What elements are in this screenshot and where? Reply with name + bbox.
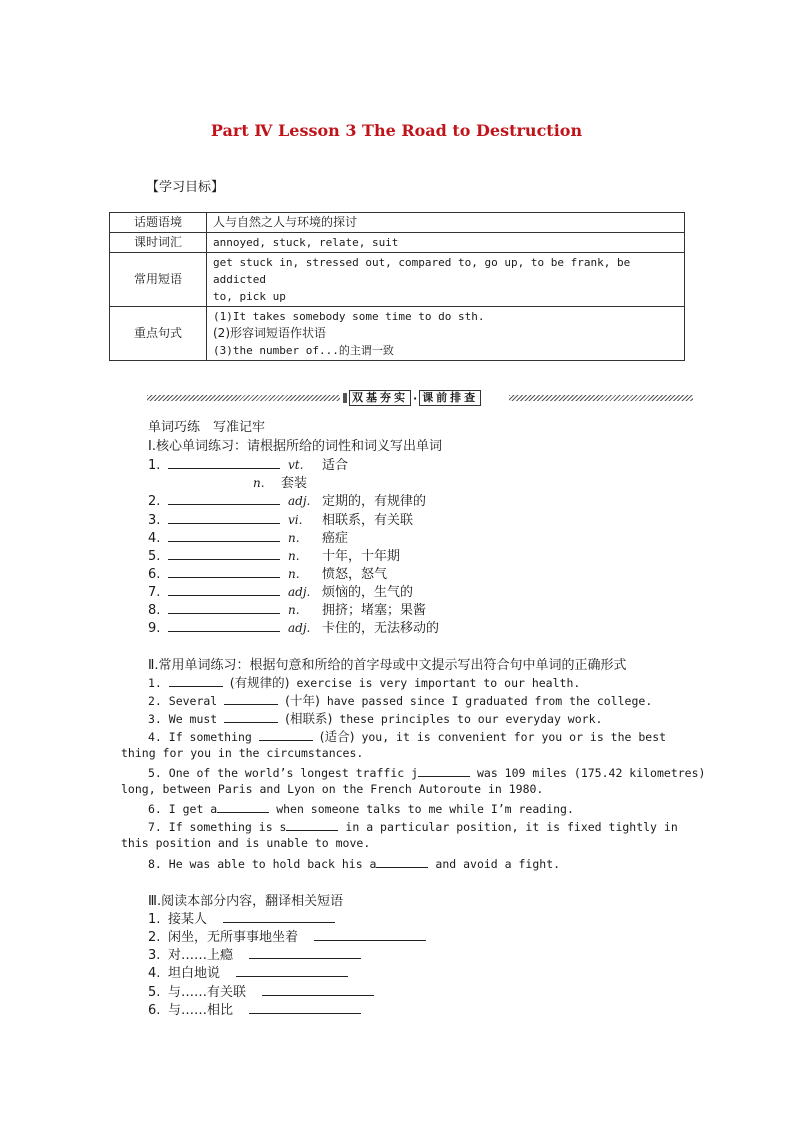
answer-blank[interactable] <box>249 1001 361 1014</box>
phrase-text: 与……相比 <box>168 1003 234 1018</box>
question-text: 7. If something is s <box>148 820 287 834</box>
banner-hatch-left <box>147 395 340 401</box>
learning-goals-table <box>109 212 685 361</box>
list-item <box>148 527 348 546</box>
item-number: 2. <box>148 494 161 509</box>
table-row <box>110 307 685 361</box>
part3-heading: Ⅲ.阅读本部分内容，翻译相关短语 <box>148 894 344 909</box>
banner-dot: · <box>413 391 418 405</box>
answer-blank[interactable] <box>376 855 428 868</box>
item-number: 8. <box>148 603 161 618</box>
item-number: 6. <box>148 1003 161 1018</box>
item-number: 6. <box>148 567 161 582</box>
banner-marker <box>343 393 347 403</box>
table-row <box>110 213 685 233</box>
goal-key: 常用短语 <box>110 253 207 307</box>
part-of-speech: adj. <box>288 494 311 508</box>
answer-blank[interactable] <box>168 456 280 469</box>
section-banner <box>147 392 693 406</box>
question-text: these principles to our everyday work. <box>339 712 603 726</box>
phrase-text: 接某人 <box>168 912 208 927</box>
banner-hatch-right <box>509 395 693 401</box>
answer-blank[interactable] <box>217 800 269 813</box>
answer-blank[interactable] <box>223 910 335 923</box>
answer-blank[interactable] <box>418 764 470 777</box>
section-heading: 单词巧练 写准记牢 <box>148 420 266 435</box>
part-of-speech: vt. <box>288 458 304 472</box>
question-text: have passed since I graduated from the college. <box>326 694 653 708</box>
question-text: exercise is very important to our health. <box>296 676 581 690</box>
answer-blank[interactable] <box>168 492 280 505</box>
question <box>148 800 574 816</box>
learning-goals-label: 【学习目标】 <box>146 180 225 195</box>
goal-value: annoyed, stuck, relate, suit <box>207 233 685 253</box>
table-row <box>110 233 685 253</box>
phrase-text: 闲坐，无所事事地坐着 <box>168 930 299 945</box>
goal-key: 话题语境 <box>110 213 207 233</box>
question-text: 8. He was able to hold back his a <box>148 857 377 871</box>
word-meaning: 烦恼的，生气的 <box>322 585 414 600</box>
banner-right-text: 课前排查 <box>419 390 481 406</box>
part-of-speech: n. <box>288 549 300 563</box>
list-item <box>148 581 413 600</box>
answer-blank[interactable] <box>224 710 278 723</box>
list-item <box>148 545 400 564</box>
part-of-speech: adj. <box>288 621 311 635</box>
word-meaning: 卡住的，无法移动的 <box>322 621 440 636</box>
word-meaning: 癌症 <box>322 531 349 546</box>
answer-blank[interactable] <box>224 692 278 705</box>
answer-blank[interactable] <box>236 964 348 977</box>
question-continuation: thing for you in the circumstances. <box>121 746 364 760</box>
item-number: 3. <box>148 513 161 528</box>
question <box>148 673 580 691</box>
question-text: 2. Several <box>148 694 218 708</box>
item-number: 9. <box>148 621 161 636</box>
word-meaning: 相联系，有关联 <box>322 513 414 528</box>
answer-blank[interactable] <box>168 619 280 632</box>
answer-blank[interactable] <box>314 928 426 941</box>
list-item <box>148 509 413 528</box>
answer-blank[interactable] <box>168 583 280 596</box>
question-text: and avoid a fight. <box>435 857 561 871</box>
banner-label <box>343 390 481 406</box>
answer-blank[interactable] <box>168 601 280 614</box>
answer-blank[interactable] <box>168 529 280 542</box>
question <box>148 855 560 871</box>
item-number: 5. <box>148 549 161 564</box>
part-of-speech: n. <box>288 567 300 581</box>
word-meaning: 适合 <box>322 458 349 473</box>
list-item <box>253 472 307 491</box>
word-meaning: 十年，十年期 <box>322 549 401 564</box>
question-text: when someone talks to me while I’m reading. <box>276 802 574 816</box>
word-meaning: 套装 <box>281 476 308 491</box>
question <box>148 691 652 709</box>
part-of-speech: n. <box>288 531 300 545</box>
item-number: 2. <box>148 930 161 945</box>
goal-key: 重点句式 <box>110 307 207 361</box>
item-number: 1. <box>148 458 161 473</box>
item-number: 1. <box>148 912 161 927</box>
goal-key: 课时词汇 <box>110 233 207 253</box>
part-of-speech: n. <box>253 476 265 490</box>
list-item <box>148 926 426 945</box>
answer-blank[interactable] <box>168 547 280 560</box>
phrase-text: 对……上瘾 <box>168 948 234 963</box>
word-meaning: 定期的，有规律的 <box>322 494 427 509</box>
list-item <box>148 981 374 1000</box>
item-number: 5. <box>148 985 161 1000</box>
word-meaning: 拥挤；堵塞；果酱 <box>322 603 427 618</box>
answer-blank[interactable] <box>168 511 280 524</box>
goal-value-line: get stuck in, stressed out, compared to, go up, to be frank, be addicted <box>213 256 631 286</box>
goal-value: 人与自然之人与环境的探讨 <box>207 213 685 233</box>
answer-blank[interactable] <box>249 946 361 959</box>
answer-blank[interactable] <box>168 565 280 578</box>
phrase-text: 与……有关联 <box>168 985 247 1000</box>
goal-value <box>207 253 685 307</box>
question-text: 3. We must <box>148 712 218 726</box>
list-item <box>148 908 335 927</box>
part-of-speech: n. <box>288 603 300 617</box>
part2-heading: Ⅱ.常用单词练习：根据句意和所给的首字母或中文提示写出符合句中单词的正确形式 <box>148 658 627 673</box>
goal-value-line: (2)形容词短语作状语 <box>213 326 326 340</box>
answer-blank[interactable] <box>286 818 338 831</box>
part1-heading: Ⅰ.核心单词练习：请根据所给的词性和词义写出单词 <box>148 439 442 454</box>
goal-value-line: (1)It takes somebody some time to do sth. <box>213 310 485 323</box>
list-item <box>148 962 348 981</box>
question <box>148 764 705 780</box>
chinese-hint: (相联系) <box>285 711 333 726</box>
question <box>148 818 678 834</box>
list-item <box>148 454 348 473</box>
goal-value <box>207 307 685 361</box>
chinese-hint: (十年) <box>285 693 320 708</box>
question-number: 1. <box>148 676 162 690</box>
question-continuation: this position and is unable to move. <box>121 836 371 850</box>
question-text: was 109 miles (175.42 kilometres) <box>476 766 706 780</box>
list-item <box>148 563 387 582</box>
list-item <box>148 490 426 509</box>
question-text: in a particular position, it is fixed tightly in <box>345 820 678 834</box>
goal-value-line: to, pick up <box>213 290 286 303</box>
question-text: 4. If something <box>148 730 252 744</box>
question <box>148 709 602 727</box>
table-row <box>110 253 685 307</box>
question-text: 5. One of the world’s longest traffic j <box>148 766 419 780</box>
item-number: 4. <box>148 966 161 981</box>
part-of-speech: adj. <box>288 585 311 599</box>
item-number: 3. <box>148 948 161 963</box>
question-text: 6. I get a <box>148 802 218 816</box>
list-item <box>148 944 361 963</box>
answer-blank[interactable] <box>262 983 374 996</box>
item-number: 7. <box>148 585 161 600</box>
question-text: you, it is convenient for you or is the best <box>361 730 667 744</box>
list-item <box>148 599 426 618</box>
answer-blank[interactable] <box>169 674 223 687</box>
chinese-hint: (有规律的) <box>229 675 290 690</box>
chinese-hint: (适合) <box>319 729 355 744</box>
question <box>148 727 666 745</box>
phrase-text: 坦白地说 <box>168 966 221 981</box>
banner-left-text: 双基夯实 <box>349 390 411 406</box>
question-continuation: long, between Paris and Lyon on the French Autoroute in 1980. <box>121 782 544 796</box>
page-title: Part Ⅳ Lesson 3 The Road to Destruction <box>210 121 583 140</box>
answer-blank[interactable] <box>259 728 313 741</box>
part-of-speech: vi. <box>288 513 303 527</box>
item-number: 4. <box>148 531 161 546</box>
list-item <box>148 999 361 1018</box>
list-item <box>148 617 439 636</box>
word-meaning: 愤怒，怒气 <box>322 567 388 582</box>
goal-value-line: (3)the number of...的主谓一致 <box>213 344 394 357</box>
